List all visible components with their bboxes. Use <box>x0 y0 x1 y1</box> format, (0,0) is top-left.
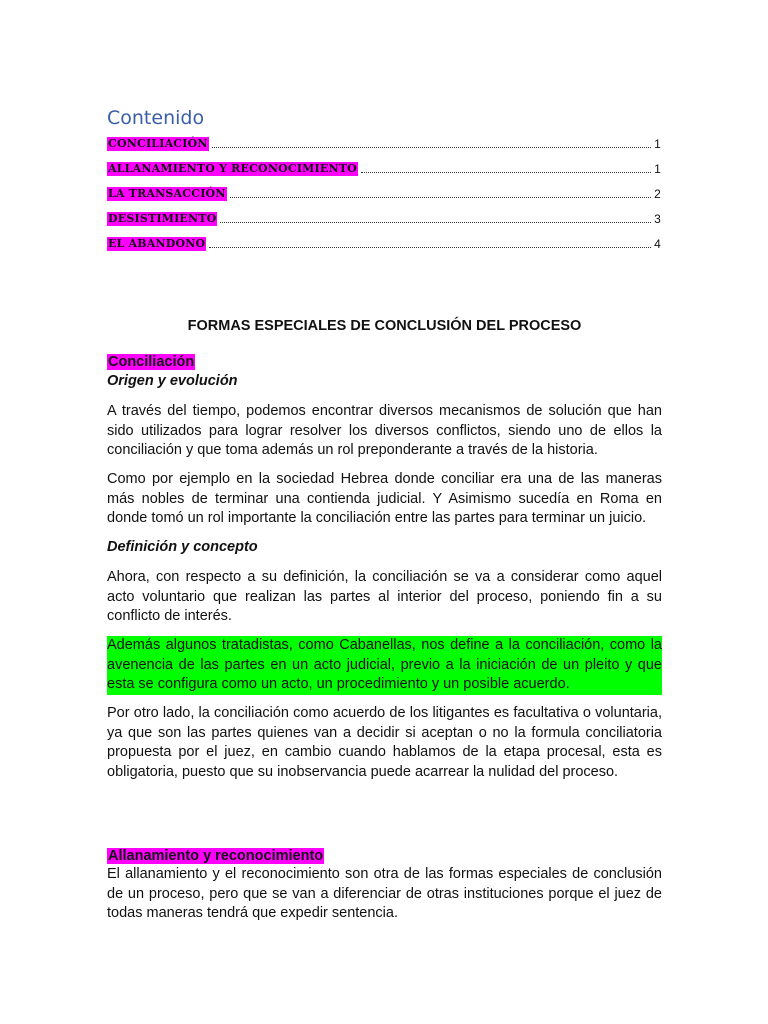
section-heading-text: Allanamiento y reconocimiento <box>108 848 324 864</box>
toc-leader-dots <box>230 196 652 198</box>
toc-entry-transaccion[interactable] <box>107 181 661 201</box>
paragraph: Por otro lado, la conciliación como acuerdo de los litigantes es facultativa o voluntaria, ya que son las partes quienes van a decidir si aceptan o no la formula conciliatoria propuesta por el juez, en cambio cuando hablamos de la etapa procesal, esta es obligatoria, puesto que su inobservancia puede acarrear la nulidad del proceso. <box>107 705 662 780</box>
toc-entry-label[interactable]: LA TRANSACCIÓN <box>108 187 226 200</box>
toc-leader-dots <box>361 171 651 173</box>
toc-page-number: 3 <box>654 212 661 226</box>
toc-entry-allanamiento[interactable] <box>107 156 661 176</box>
toc-entry-desistimiento[interactable] <box>107 206 661 226</box>
toc-entry-label[interactable]: CONCILIACIÓN <box>108 137 208 150</box>
toc-page-number: 1 <box>654 162 661 176</box>
toc-entry-label[interactable]: EL ABANDONO <box>108 237 206 250</box>
subheading-origen: Origen y evolución <box>107 373 238 389</box>
toc-title: Contenido <box>107 107 205 129</box>
subheading-definicion: Definición y concepto <box>107 539 258 555</box>
toc-leader-dots <box>209 246 651 248</box>
toc-page-number: 1 <box>654 137 661 151</box>
toc-page-number: 2 <box>654 187 661 201</box>
toc-leader-dots <box>212 146 651 148</box>
paragraph: Ahora, con respecto a su definición, la conciliación se va a considerar como aquel acto voluntario que realizan las partes al interior del proceso, poniendo fin a su conflicto de interés. <box>107 569 662 625</box>
highlighted-paragraph: Además algunos tratadistas, como Cabanellas, nos define a la conciliación, como la avenencia de las partes en un acto judicial, previo a la iniciación de un pleito y que esta se configura como un acto, un procedimiento y un posible acuerdo. <box>107 636 662 695</box>
toc-entry-label[interactable]: DESISTIMIENTO <box>108 212 217 225</box>
toc-leader-dots <box>220 221 651 223</box>
paragraph: A través del tiempo, podemos encontrar diversos mecanismos de solución que han sido utilizados para lograr resolver los diversos conflictos, siendo uno de ellos la conciliación y que toma además un rol preponderante a través de la historia. <box>107 403 662 459</box>
toc-entry-label[interactable]: ALLANAMIENTO Y RECONOCIMIENTO <box>108 162 357 175</box>
section-heading-allanamiento <box>107 847 324 865</box>
paragraph: Como por ejemplo en la sociedad Hebrea donde conciliar era una de las maneras más nobles de terminar una contienda judicial. Y Asimismo sucedía en Roma en donde tomó un rol importante la conciliación entre las partes para terminar un juicio. <box>107 471 662 527</box>
toc-entry-conciliacion[interactable] <box>107 131 661 151</box>
toc-entry-abandono[interactable] <box>107 231 661 251</box>
paragraph: El allanamiento y el reconocimiento son otra de las formas especiales de conclusión de un proceso, pero que se van a diferenciar de otras instituciones porque el juez de todas maneras tendrá que expedir sentencia. <box>107 866 662 922</box>
section-heading-conciliacion <box>107 353 195 371</box>
section-heading-text: Conciliación <box>108 354 195 370</box>
toc-page-number: 4 <box>654 237 661 251</box>
document-title: FORMAS ESPECIALES DE CONCLUSIÓN DEL PROCESO <box>187 318 582 334</box>
